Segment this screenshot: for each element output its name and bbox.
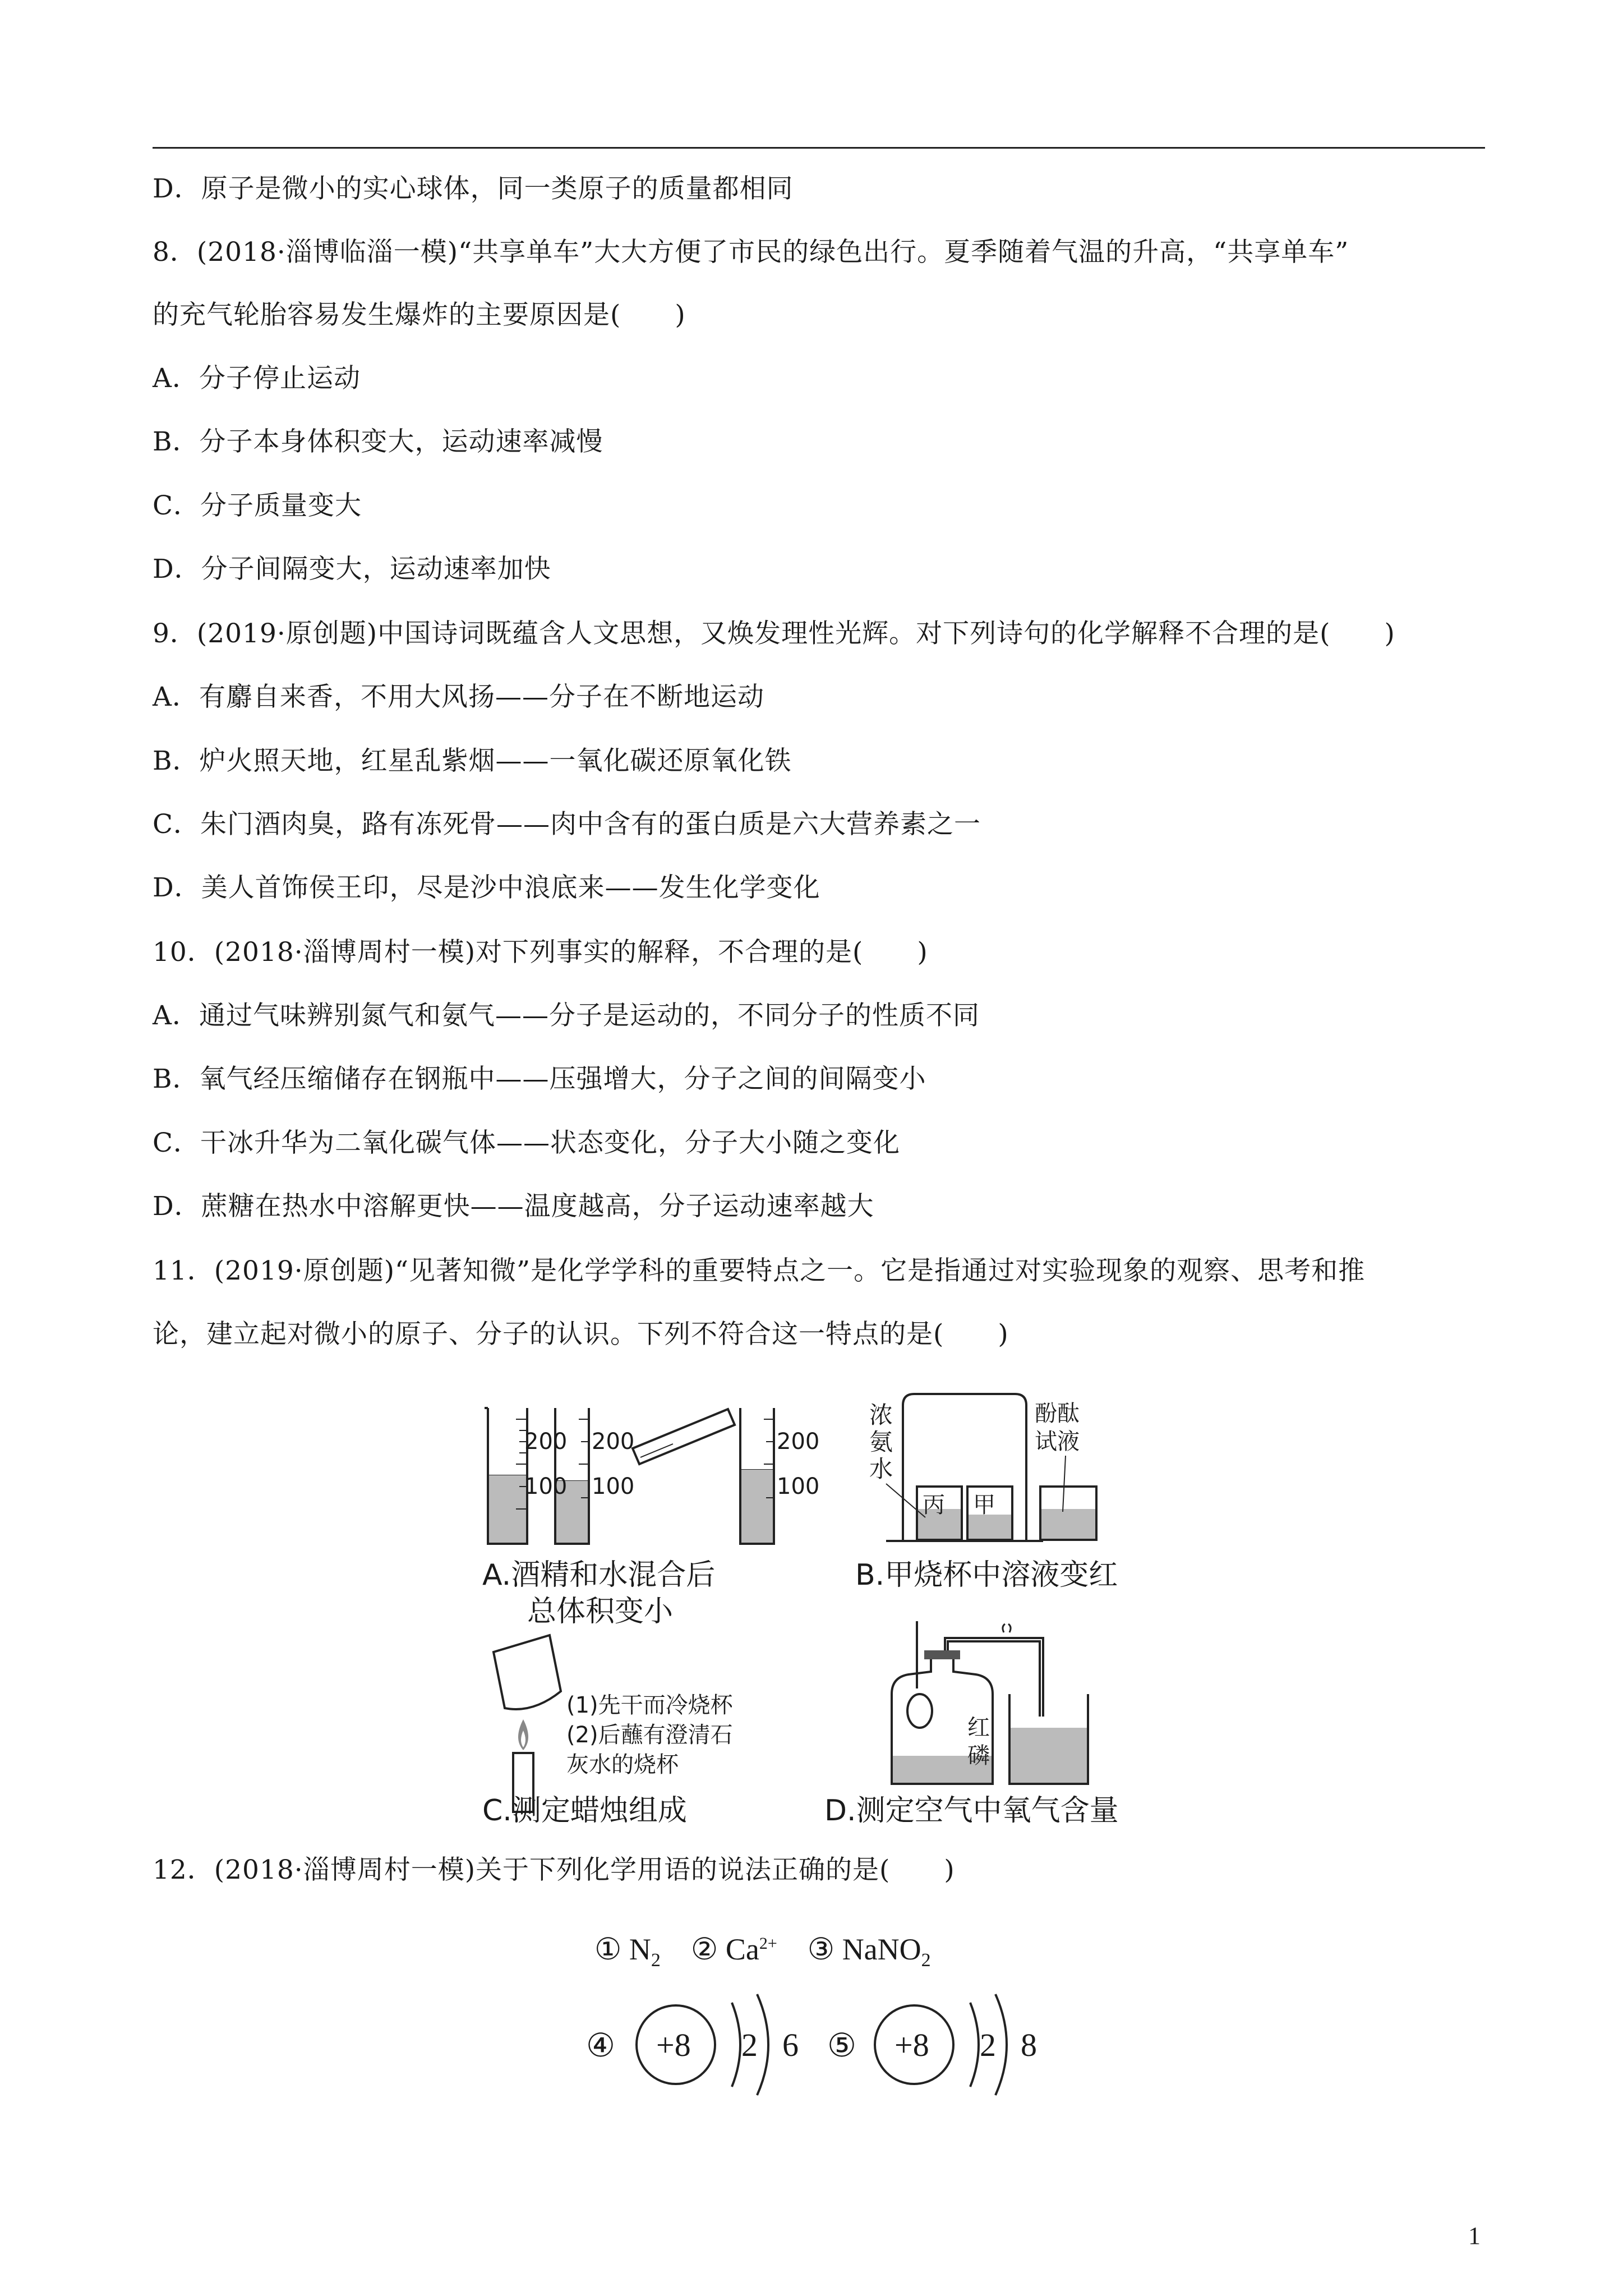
q10-stem: 10．(2018·淄博周村一模)对下列事实的解释，不合理的是( ) bbox=[153, 937, 928, 968]
fig-c-note-2: (2)后蘸有澄清石 bbox=[566, 1722, 733, 1748]
formula-item1: $N_2$ bbox=[629, 1932, 661, 1971]
fig-a-caption-line1: A.酒精和水混合后 bbox=[482, 1558, 716, 1592]
fig-a-tick-100-3: 100 bbox=[777, 1474, 820, 1499]
fig-b-label-ammonia-3: 水 bbox=[869, 1455, 893, 1483]
q7-option-d: D．原子是微小的实心球体，同一类原子的质量都相同 bbox=[153, 173, 794, 204]
q8-stem-line2: 的充气轮胎容易发生爆炸的主要原因是( ) bbox=[153, 300, 686, 330]
q9-option-a: A．有麝自来香，不用大风扬——分子在不断地运动 bbox=[153, 682, 764, 712]
formula-item3: NaNO$_2$ bbox=[842, 1932, 931, 1971]
fig-b-label-ammonia-2: 氨 bbox=[869, 1428, 893, 1456]
fig-b-label-phenol-2: 试液 bbox=[1035, 1429, 1080, 1455]
q9-option-c: C．朱门酒肉臭，路有冻死骨——肉中含有的蛋白质是六大营养素之一 bbox=[153, 809, 981, 840]
fig-c-note-1: (1)先干而冷烧杯 bbox=[566, 1692, 733, 1718]
atom-diagrams bbox=[634, 1989, 1082, 2101]
formula-row bbox=[594, 1924, 931, 1980]
q9-option-b: B．炉火照天地，红星乱紫烟——一氧化碳还原氧化铁 bbox=[153, 746, 792, 776]
q10-option-a: A．通过气味辨别氮气和氨气——分子是运动的，不同分子的性质不同 bbox=[153, 1000, 980, 1031]
atom5-num: ⑤ bbox=[827, 2027, 856, 2064]
atom4-shell1: 2 bbox=[741, 2027, 758, 2063]
atom4-num: ④ bbox=[586, 2027, 615, 2064]
fig-a-tick-200-2: 200 bbox=[592, 1429, 635, 1455]
fig-d-caption: D.测定空气中氧气含量 bbox=[824, 1794, 1119, 1828]
page-number: 1 bbox=[1468, 2222, 1481, 2249]
q8-option-a: A．分子停止运动 bbox=[153, 363, 361, 394]
formula-item3-num: ③ bbox=[807, 1932, 835, 1966]
fig-c-note-3: 灰水的烧杯 bbox=[566, 1752, 679, 1778]
atom5-shell2: 8 bbox=[1021, 2027, 1037, 2063]
fig-a-tick-100-1: 100 bbox=[524, 1474, 568, 1499]
q10-option-c: C．干冰升华为二氧化碳气体——状态变化，分子大小随之变化 bbox=[153, 1128, 900, 1158]
q8-option-b: B．分子本身体积变大，运动速率减慢 bbox=[153, 426, 603, 457]
fig-a-tick-200-1: 200 bbox=[524, 1429, 568, 1455]
q12-stem: 12．(2018·淄博周村一模)关于下列化学用语的说法正确的是( ) bbox=[153, 1855, 955, 1885]
fig-b-label-phenol-1: 酚酞 bbox=[1035, 1401, 1080, 1427]
header-rule bbox=[153, 147, 1485, 149]
q8-stem-line1: 8．(2018·淄博临淄一模)“共享单车”大大方便了市民的绿色出行。夏季随着气温的升高，“共享单车” bbox=[153, 237, 1349, 268]
fig-a-caption-line2: 总体积变小 bbox=[527, 1595, 674, 1628]
q8-option-c: C．分子质量变大 bbox=[153, 490, 362, 521]
atom4-shell2: 6 bbox=[782, 2027, 799, 2063]
fig-d-label-2: 磷 bbox=[967, 1743, 990, 1769]
fig-a-tick-200-3: 200 bbox=[777, 1429, 820, 1455]
fig-b-caption: B.甲烧杯中溶液变红 bbox=[855, 1558, 1118, 1592]
fig-a-tick-100-2: 100 bbox=[592, 1474, 635, 1499]
q11-stem-line1: 11．(2019·原创题)“见著知微”是化学学科的重要特点之一。它是指通过对实验现象的观察、思考和推 bbox=[153, 1255, 1366, 1286]
figure-b-ammonia-experiment bbox=[864, 1388, 1144, 1551]
figure-c-candle bbox=[482, 1630, 572, 1815]
q9-option-d: D．美人首饰侯王印，尽是沙中浪底来——发生化学变化 bbox=[153, 872, 820, 903]
atom5-nucleus: +8 bbox=[895, 2027, 929, 2063]
q9-stem: 9．(2019·原创题)中国诗词既蕴含人文思想，又焕发理性光辉。对下列诗句的化学解释不合理的是( ) bbox=[153, 618, 1395, 649]
fig-b-beaker-jia: 甲 bbox=[973, 1492, 995, 1518]
fig-c-caption: C.测定蜡烛组成 bbox=[482, 1794, 687, 1828]
formula-item2: $Ca^{2+}$ bbox=[725, 1932, 777, 1966]
q10-option-b: B．氧气经压缩储存在钢瓶中——压强增大，分子之间的间隔变小 bbox=[153, 1064, 926, 1094]
fig-b-beaker-bing: 丙 bbox=[923, 1492, 945, 1518]
atom5-shell1: 2 bbox=[980, 2027, 996, 2063]
fig-b-label-ammonia-1: 浓 bbox=[869, 1401, 893, 1429]
q11-stem-line2: 论，建立起对微小的原子、分子的认识。下列不符合这一特点的是( ) bbox=[153, 1319, 1009, 1350]
figure-d-oxygen-apparatus bbox=[875, 1616, 1144, 1789]
fig-d-label-1: 红 bbox=[967, 1715, 990, 1741]
formula-item2-num: ② bbox=[690, 1932, 718, 1966]
q8-option-d: D．分子间隔变大，运动速率加快 bbox=[153, 554, 551, 585]
formula-item1-num: ① bbox=[594, 1932, 622, 1966]
q10-option-d: D．蔗糖在热水中溶解更快——温度越高，分子运动速率越大 bbox=[153, 1191, 874, 1222]
atom4-nucleus: +8 bbox=[656, 2027, 691, 2063]
